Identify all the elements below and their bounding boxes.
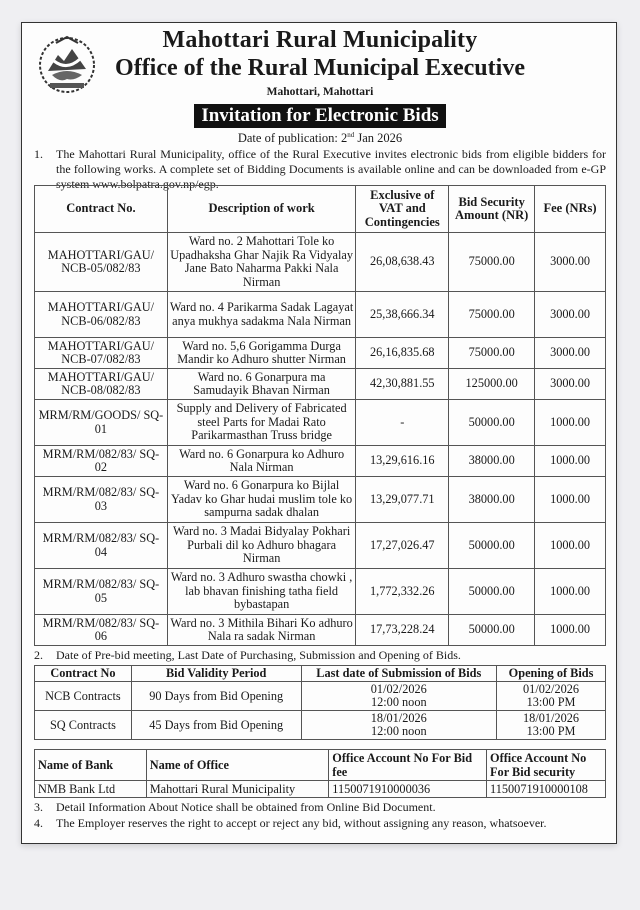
bid-security: 50000.00 [449, 615, 535, 646]
header-estimate: Exclusive of VAT and Contingencies [356, 186, 449, 233]
header-security-account: Office Account No For Bid security [487, 750, 606, 781]
header-description: Description of work [167, 186, 355, 233]
estimate: 17,73,228.24 [356, 615, 449, 646]
description: Ward no. 6 Gonarpura ko Adhuro Nala Nirman [167, 446, 355, 477]
table-row [35, 477, 606, 523]
note-4 [34, 816, 547, 831]
header-last-submission: Last date of Submission of Bids [301, 666, 497, 682]
table-row [35, 615, 606, 646]
bid-security: 50000.00 [449, 523, 535, 569]
header-fee-account: Office Account No For Bid fee [329, 750, 487, 781]
opening-time: 13:00 PM [526, 695, 576, 709]
section-2-paragraph [34, 648, 606, 663]
opening-time: 13:00 PM [526, 724, 576, 738]
description: Ward no. 4 Parikarma Sadak Lagayat anya mukhya sadakma Nala Nirman [167, 292, 355, 338]
estimate: 26,16,835.68 [356, 338, 449, 369]
contract-no: MRM/RM/GOODS/ SQ-01 [35, 400, 168, 446]
contract-no: MAHOTTARI/GAU/ NCB-07/082/83 [35, 338, 168, 369]
contract-type: NCB Contracts [35, 682, 132, 711]
submission-date: 18/01/2026 [370, 711, 427, 725]
description: Ward no. 3 Adhuro swastha chowki , lab bhavan finishing tatha field bybastapan [167, 569, 355, 615]
opening-datetime [497, 711, 606, 740]
table-row [35, 292, 606, 338]
table-row [35, 446, 606, 477]
section-text: The Mahottari Rural Municipality, office of the Rural Executive invites electronic bids from eligible bidders for the following works. A complete set of Bidding Documents is available online and can be downloaded from e-GP system www.bolpatra.gov.np/egp. [56, 147, 606, 191]
bid-security: 50000.00 [449, 400, 535, 446]
estimate: 26,08,638.43 [356, 233, 449, 292]
contract-no: MRM/RM/082/83/ SQ-06 [35, 615, 168, 646]
note-text: The Employer reserves the right to accept or reject any bid, without assigning any reason, whatsoever. [56, 816, 547, 830]
fee: 1000.00 [535, 446, 606, 477]
header-bid-validity: Bid Validity Period [131, 666, 301, 682]
opening-datetime [497, 682, 606, 711]
estimate: 17,27,026.47 [356, 523, 449, 569]
contract-no: MRM/RM/082/83/ SQ-05 [35, 569, 168, 615]
header-contract-no: Contract No. [35, 186, 168, 233]
bank-table-header [35, 750, 606, 781]
note-number: 4. [34, 816, 43, 830]
bid-security: 38000.00 [449, 477, 535, 523]
bid-security: 75000.00 [449, 338, 535, 369]
security-account-number: 1150071910000108 [487, 781, 606, 798]
estimate: - [356, 400, 449, 446]
municipality-name: Mahottari Rural Municipality [162, 27, 478, 53]
contract-type: SQ Contracts [35, 711, 132, 740]
contract-no: MRM/RM/082/83/ SQ-02 [35, 446, 168, 477]
table-row [35, 338, 606, 369]
publication-date-rest: Jan 2026 [354, 131, 403, 146]
note-text: Detail Information About Notice shall be obtained from Online Bid Document. [56, 800, 436, 814]
fee-account-number: 1150071910000036 [329, 781, 487, 798]
fee: 3000.00 [535, 338, 606, 369]
bid-dates-table [34, 665, 606, 740]
dates-table-header [35, 666, 606, 682]
bid-security: 75000.00 [449, 292, 535, 338]
fee: 1000.00 [535, 569, 606, 615]
bid-security: 125000.00 [449, 369, 535, 400]
note-3 [34, 800, 436, 815]
description: Ward no. 2 Mahottari Tole ko Upadhaksha Ghar Najik Ra Vidyalay Jane Bato Naharma Pakki Nala Nirman [167, 233, 355, 292]
submission-time: 12:00 noon [370, 695, 427, 709]
bid-notice-document [21, 22, 617, 844]
submission-deadline [301, 682, 497, 711]
fee: 3000.00 [535, 233, 606, 292]
bank-name: NMB Bank Ltd [35, 781, 147, 798]
section-text: Date of Pre-bid meeting, Last Date of Purchasing, Submission and Opening of Bids. [56, 648, 461, 662]
table-row [35, 569, 606, 615]
table-row [35, 369, 606, 400]
description: Supply and Delivery of Fabricated steel Parts for Madai Rato Parikarmasthan Truss bridge [167, 400, 355, 446]
publication-date-label: Date of publication: 2 [237, 131, 348, 146]
table-row [35, 682, 606, 711]
bid-security: 75000.00 [449, 233, 535, 292]
table-row [35, 400, 606, 446]
office-name: Office of the Rural Municipal Executive [115, 55, 525, 81]
opening-date: 18/01/2026 [523, 711, 580, 725]
fee: 3000.00 [535, 292, 606, 338]
notice-title-banner: Invitation for Electronic Bids [194, 104, 445, 128]
contract-no: MRM/RM/082/83/ SQ-04 [35, 523, 168, 569]
contract-no: MAHOTTARI/GAU/ NCB-06/082/83 [35, 292, 168, 338]
works-table [34, 185, 606, 646]
bid-security: 38000.00 [449, 446, 535, 477]
description: Ward no. 6 Gonarpura ma Samudayik Bhavan Nirman [167, 369, 355, 400]
estimate: 1,772,332.26 [356, 569, 449, 615]
section-number: 1. [34, 147, 43, 161]
table-row [35, 711, 606, 740]
description: Ward no. 3 Mithila Bihari Ko adhuro Nala ra sadak Nirman [167, 615, 355, 646]
works-table-header [35, 186, 606, 233]
contract-no: MAHOTTARI/GAU/ NCB-05/082/83 [35, 233, 168, 292]
estimate: 13,29,077.71 [356, 477, 449, 523]
estimate: 42,30,881.55 [356, 369, 449, 400]
fee: 1000.00 [535, 400, 606, 446]
fee: 1000.00 [535, 523, 606, 569]
submission-time: 12:00 noon [370, 724, 427, 738]
fee: 3000.00 [535, 369, 606, 400]
validity-period: 90 Days from Bid Opening [131, 682, 301, 711]
note-number: 3. [34, 800, 43, 814]
submission-deadline [301, 711, 497, 740]
header-contract-no: Contract No [35, 666, 132, 682]
header-bid-security: Bid Security Amount (NR) [449, 186, 535, 233]
publication-date [22, 131, 618, 146]
description: Ward no. 3 Madai Bidyalay Pokhari Purbali dil ko Adhuro bhagara Nirman [167, 523, 355, 569]
opening-date: 01/02/2026 [523, 682, 580, 696]
header-bank-name: Name of Bank [35, 750, 147, 781]
bid-security: 50000.00 [449, 569, 535, 615]
table-row [35, 523, 606, 569]
fee: 1000.00 [535, 615, 606, 646]
section-number: 2. [34, 648, 43, 662]
title-banner-wrap [22, 104, 618, 128]
estimate: 13,29,616.16 [356, 446, 449, 477]
header-office-name: Name of Office [146, 750, 329, 781]
bank-details-table [34, 749, 606, 798]
fee: 1000.00 [535, 477, 606, 523]
table-row [35, 233, 606, 292]
contract-no: MAHOTTARI/GAU/ NCB-08/082/83 [35, 369, 168, 400]
publication-date-suffix: nd [347, 131, 355, 139]
contract-no: MRM/RM/082/83/ SQ-03 [35, 477, 168, 523]
table-row [35, 781, 606, 798]
estimate: 25,38,666.34 [356, 292, 449, 338]
header-opening: Opening of Bids [497, 666, 606, 682]
description: Ward no. 6 Gonarpura ko Bijlal Yadav ko Ghar hudai muslim tole ko sampurna sadak dhalan [167, 477, 355, 523]
description: Ward no. 5,6 Gorigamma Durga Mandir ko Adhuro shutter Nirman [167, 338, 355, 369]
submission-date: 01/02/2026 [370, 682, 427, 696]
header-fee: Fee (NRs) [535, 186, 606, 233]
office-name: Mahottari Rural Municipality [146, 781, 329, 798]
location: Mahottari, Mahottari [266, 86, 374, 98]
validity-period: 45 Days from Bid Opening [131, 711, 301, 740]
